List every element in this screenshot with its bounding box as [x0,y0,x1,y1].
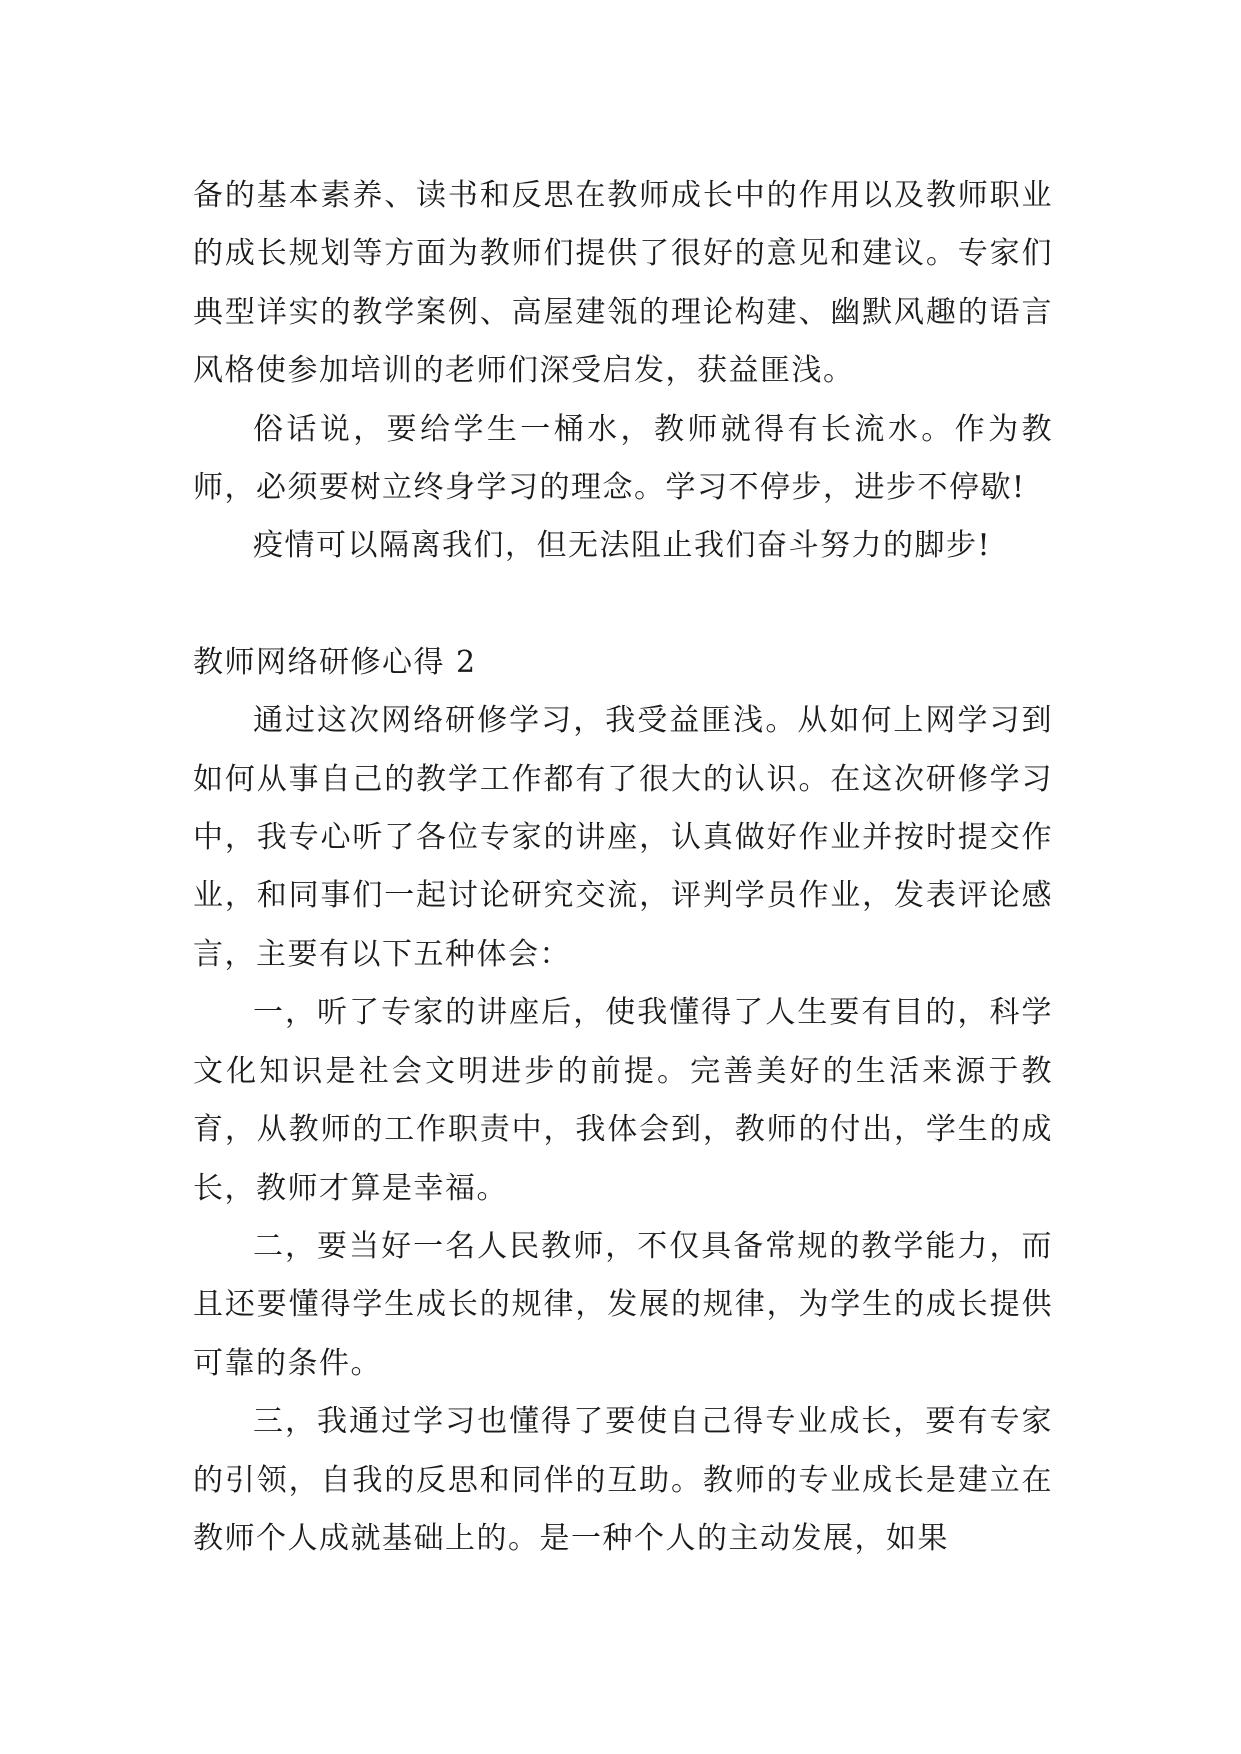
section-title: 教师网络研修心得 2 [193,644,477,680]
paragraph-continuation: 备的基本素养、读书和反思在教师成长中的作用以及教师职业的成长规划等方面为教师们提供了很好的意见和建议。专家们典型详实的教学案例、高屋建瓴的理论构建、幽默风趣的语言风格使参加培训的老师们深受启发，获益匪浅。 [193,178,1053,389]
document-body [193,167,1053,1568]
paragraph: 疫情可以隔离我们，但无法阻止我们奋斗努力的脚步! [253,528,992,564]
paragraph: 三，我通过学习也懂得了要使自己得专业成长，要有专家的引领，自我的反思和同伴的互助。教师的专业成长是建立在教师个人成就基础上的。是一种个人的主动发展，如果 [193,1404,1053,1556]
paragraph: 二，要当好一名人民教师，不仅具备常规的教学能力，而且还要懂得学生成长的规律，发展的规律，为学生的成长提供可靠的条件。 [193,1228,1053,1381]
paragraph: 一，听了专家的讲座后，使我懂得了人生要有目的，科学文化知识是社会文明进步的前提。完善美好的生活来源于教育，从教师的工作职责中，我体会到，教师的付出，学生的成长，教师才算是幸福。 [193,995,1053,1206]
paragraph: 俗话说，要给学生一桶水，教师就得有长流水。作为教师，必须要树立终身学习的理念。学习不停步，进步不停歇! [193,411,1053,506]
paragraph: 通过这次网络研修学习，我受益匪浅。从如何上网学习到如何从事自己的教学工作都有了很大的认识。在这次研修学习中，我专心听了各位专家的讲座，认真做好作业并按时提交作业，和同事们一起讨论研究交流，评判学员作业，发表评论感言，主要有以下五种体会： [193,703,1053,972]
